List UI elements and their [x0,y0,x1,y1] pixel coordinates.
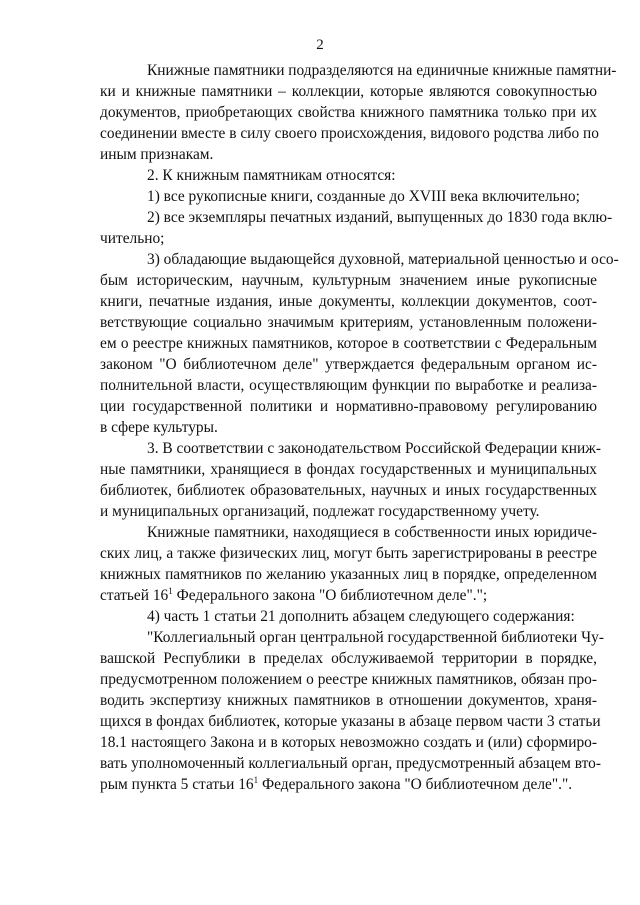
text-span: Федерального закона "О библиотечном деле".". [258,776,573,793]
paragraph-item-3 [100,438,601,522]
paragraph-private-owners [100,522,597,606]
page-number: 2 [316,37,324,53]
paragraph-book-monument-types [100,60,617,165]
text-line: в сфере культуры. [100,419,218,436]
text-line: Книжные памятники, находящиеся в собственности иных юридиче- [147,524,597,541]
text-line: ских лиц, а также физических лиц, могут быть зарегистрированы в реестре [100,545,597,562]
document-body [100,60,619,795]
text-line: книжных памятников по желанию указанных лиц в порядке, определенном [100,566,597,583]
text-line: ем о реестре книжных памятников, которое в соответствии с Федеральным [100,335,597,352]
text-line: предусмотренном положением о реестре книжных памятников, обязан про- [100,671,597,688]
paragraph-subitem-3 [100,249,619,438]
superscript: 1 [253,775,259,785]
text-line: библиотек, библиотек образовательных, научных и иных государственных [100,482,597,499]
text-line: водить экспертизу книжных памятников в отношении документов, храня- [100,692,597,709]
text-line: вашской Республики в пределах обслуживаемой территории в порядке, [100,650,597,667]
text-line: вать уполномоченный коллегиальный орган, предусмотренный абзацем вто- [100,755,601,772]
text-line: 3. В соответствии с законодательством Российской Федерации книж- [147,440,601,457]
text-line: ветствующие социально значимым критериям, установленным положени- [100,314,597,331]
text-line: законом "О библиотечном деле" утверждается федеральным органом ис- [100,356,597,373]
text-line: бым историческим, научным, культурным значением иные рукописные [100,272,597,289]
text-line: документов, приобретающих свойства книжного памятника только при их [100,104,597,121]
text-line: и муниципальных организаций, подлежат государственному учету. [100,503,540,520]
text-line: чительно; [100,230,165,247]
text-line: книги, печатные издания, иные документы, коллекции документов, соот- [100,293,597,310]
paragraph-item-4 [100,606,597,627]
text-line [100,774,597,795]
text-line [100,585,597,606]
text-line: "Коллегиальный орган центральной государственной библиотеки Чу- [147,629,604,646]
text-line: 18.1 настоящего Закона и в которых невозможно создать и (или) сформиро- [100,734,597,751]
text-line: ные памятники, хранящиеся в фондах государственных и муниципальных [100,461,597,478]
text-line: 1) все рукописные книги, созданные до XVIII века включительно; [147,188,580,205]
text-line: 2. К книжным памятникам относятся: [147,167,396,184]
text-span: Федерального закона "О библиотечном деле"."; [172,587,488,604]
superscript: 1 [168,586,173,596]
text-line: ки и книжные памятники – коллекции, которые являются совокупностью [100,83,597,100]
paragraph-subitem-1 [100,186,597,207]
paragraph-subitem-2 [100,207,613,249]
text-line: 3) обладающие выдающейся духовной, материальной ценностью и осо- [147,251,619,268]
text-span: рым пункта 5 статьи 16 [100,776,254,793]
text-line: Книжные памятники подразделяются на единичные книжные памятни- [147,62,617,79]
text-span: статьей 16 [100,587,169,604]
text-line: полнительной власти, осуществляющим функции по выработке и реализа- [100,377,597,394]
text-line: 4) часть 1 статьи 21 дополнить абзацем следующего содержания: [147,608,575,625]
text-line: иным признакам. [100,146,214,163]
text-line: ции государственной политики и нормативно-правовому регулированию [100,398,597,415]
text-line: щихся в фондах библиотек, которые указаны в абзаце первом части 3 статьи [100,713,601,730]
text-line: соединении вместе в силу своего происхождения, видового родства либо по [100,125,599,142]
paragraph-item-2 [100,165,597,186]
paragraph-collegial-body [100,627,604,795]
text-line: 2) все экземпляры печатных изданий, выпущенных до 1830 года вклю- [147,209,613,226]
